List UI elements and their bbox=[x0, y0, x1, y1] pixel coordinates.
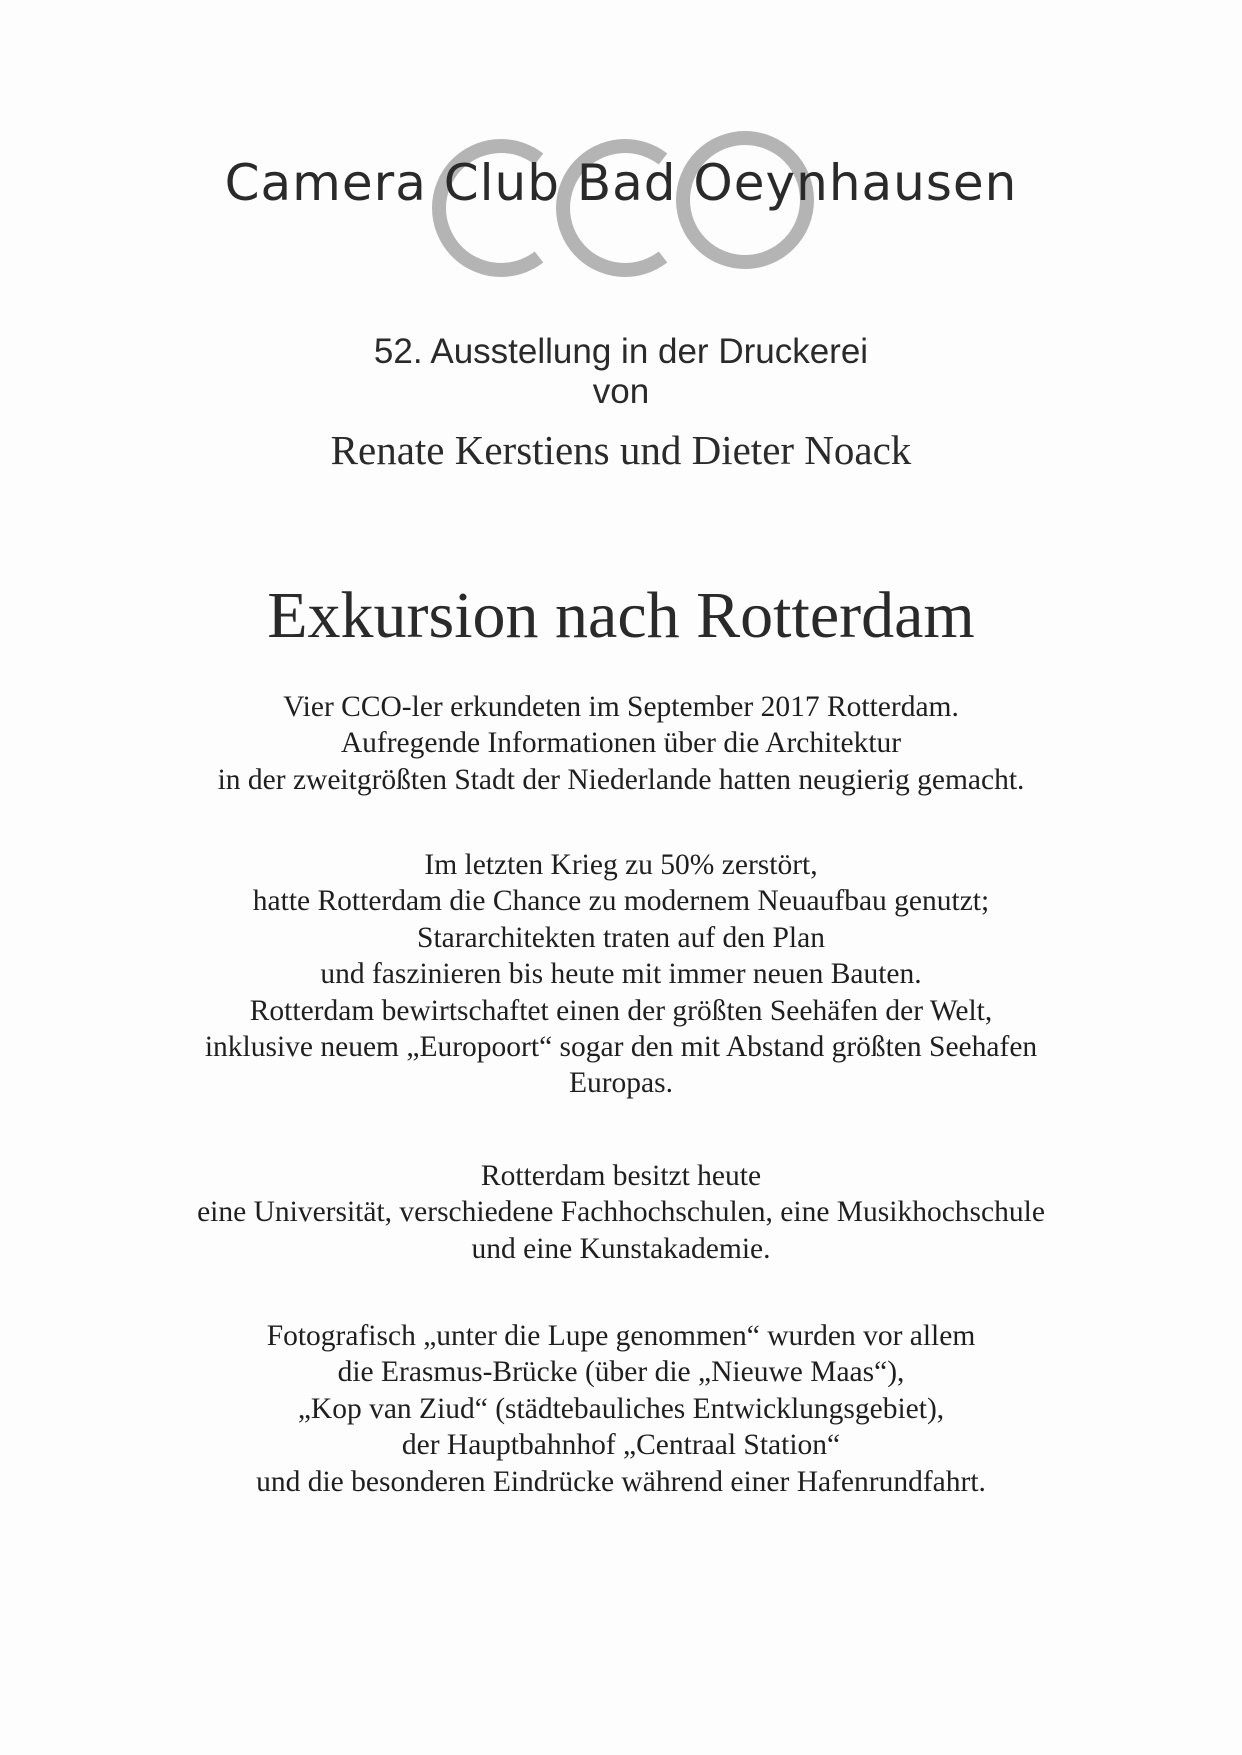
text-line: Im letzten Krieg zu 50% zerstört, bbox=[424, 849, 818, 881]
text-line: Vier CCO-ler erkundeten im September 2017 Rotterdam. bbox=[283, 691, 959, 723]
text-line: Rotterdam besitzt heute bbox=[480, 1160, 762, 1192]
text-line: Rotterdam bewirtschaftet einen der größten Seehäfen der Welt, bbox=[249, 994, 993, 1027]
authors: Renate Kerstiens und Dieter Noack bbox=[330, 427, 912, 473]
text-line: „Kop van Ziud“ (städtebauliches Entwicklungsgebiet), bbox=[297, 1392, 945, 1425]
club-name: Camera Club Bad Oeynhausen bbox=[224, 154, 1018, 212]
text-line: die Erasmus-Brücke (über die „Nieuwe Maas“), bbox=[337, 1356, 905, 1389]
exhibition-line: 52. Ausstellung in der Druckerei bbox=[373, 332, 869, 371]
text-line: inklusive neuem „Europoort“ sogar den mit Abstand größten Seehafen bbox=[204, 1031, 1038, 1064]
paragraph-history bbox=[0, 847, 1242, 1102]
text-line: in der zweitgrößten Stadt der Niederlande hatten neugierig gemacht. bbox=[217, 763, 1025, 796]
text-line: Stararchitekten traten auf den Plan bbox=[417, 921, 825, 954]
exhibition-info bbox=[0, 332, 1242, 412]
text-line: Fotografisch „unter die Lupe genommen“ wurden vor allem bbox=[266, 1320, 976, 1352]
text-line: und faszinieren bis heute mit immer neuen Bauten. bbox=[320, 958, 922, 991]
paragraph-intro bbox=[0, 689, 1242, 798]
cco-logo-icon bbox=[0, 0, 1242, 300]
text-line: eine Universität, verschiedene Fachhochschulen, eine Musikhochschule bbox=[197, 1196, 1045, 1229]
text-line: und eine Kunstakademie. bbox=[471, 1232, 771, 1265]
paragraph-photography bbox=[0, 1318, 1242, 1500]
text-line: Aufregende Informationen über die Architektur bbox=[340, 727, 902, 760]
page-title: Exkursion nach Rotterdam bbox=[267, 579, 975, 652]
text-line: und die besonderen Eindrücke während einer Hafenrundfahrt. bbox=[256, 1465, 986, 1498]
text-line: hatte Rotterdam die Chance zu modernem Neuaufbau genutzt; bbox=[252, 885, 990, 918]
text-line: Europas. bbox=[568, 1067, 674, 1100]
exhibition-von: von bbox=[592, 372, 650, 411]
text-line: der Hauptbahnhof „Centraal Station“ bbox=[401, 1429, 841, 1462]
paragraph-education bbox=[0, 1158, 1242, 1267]
